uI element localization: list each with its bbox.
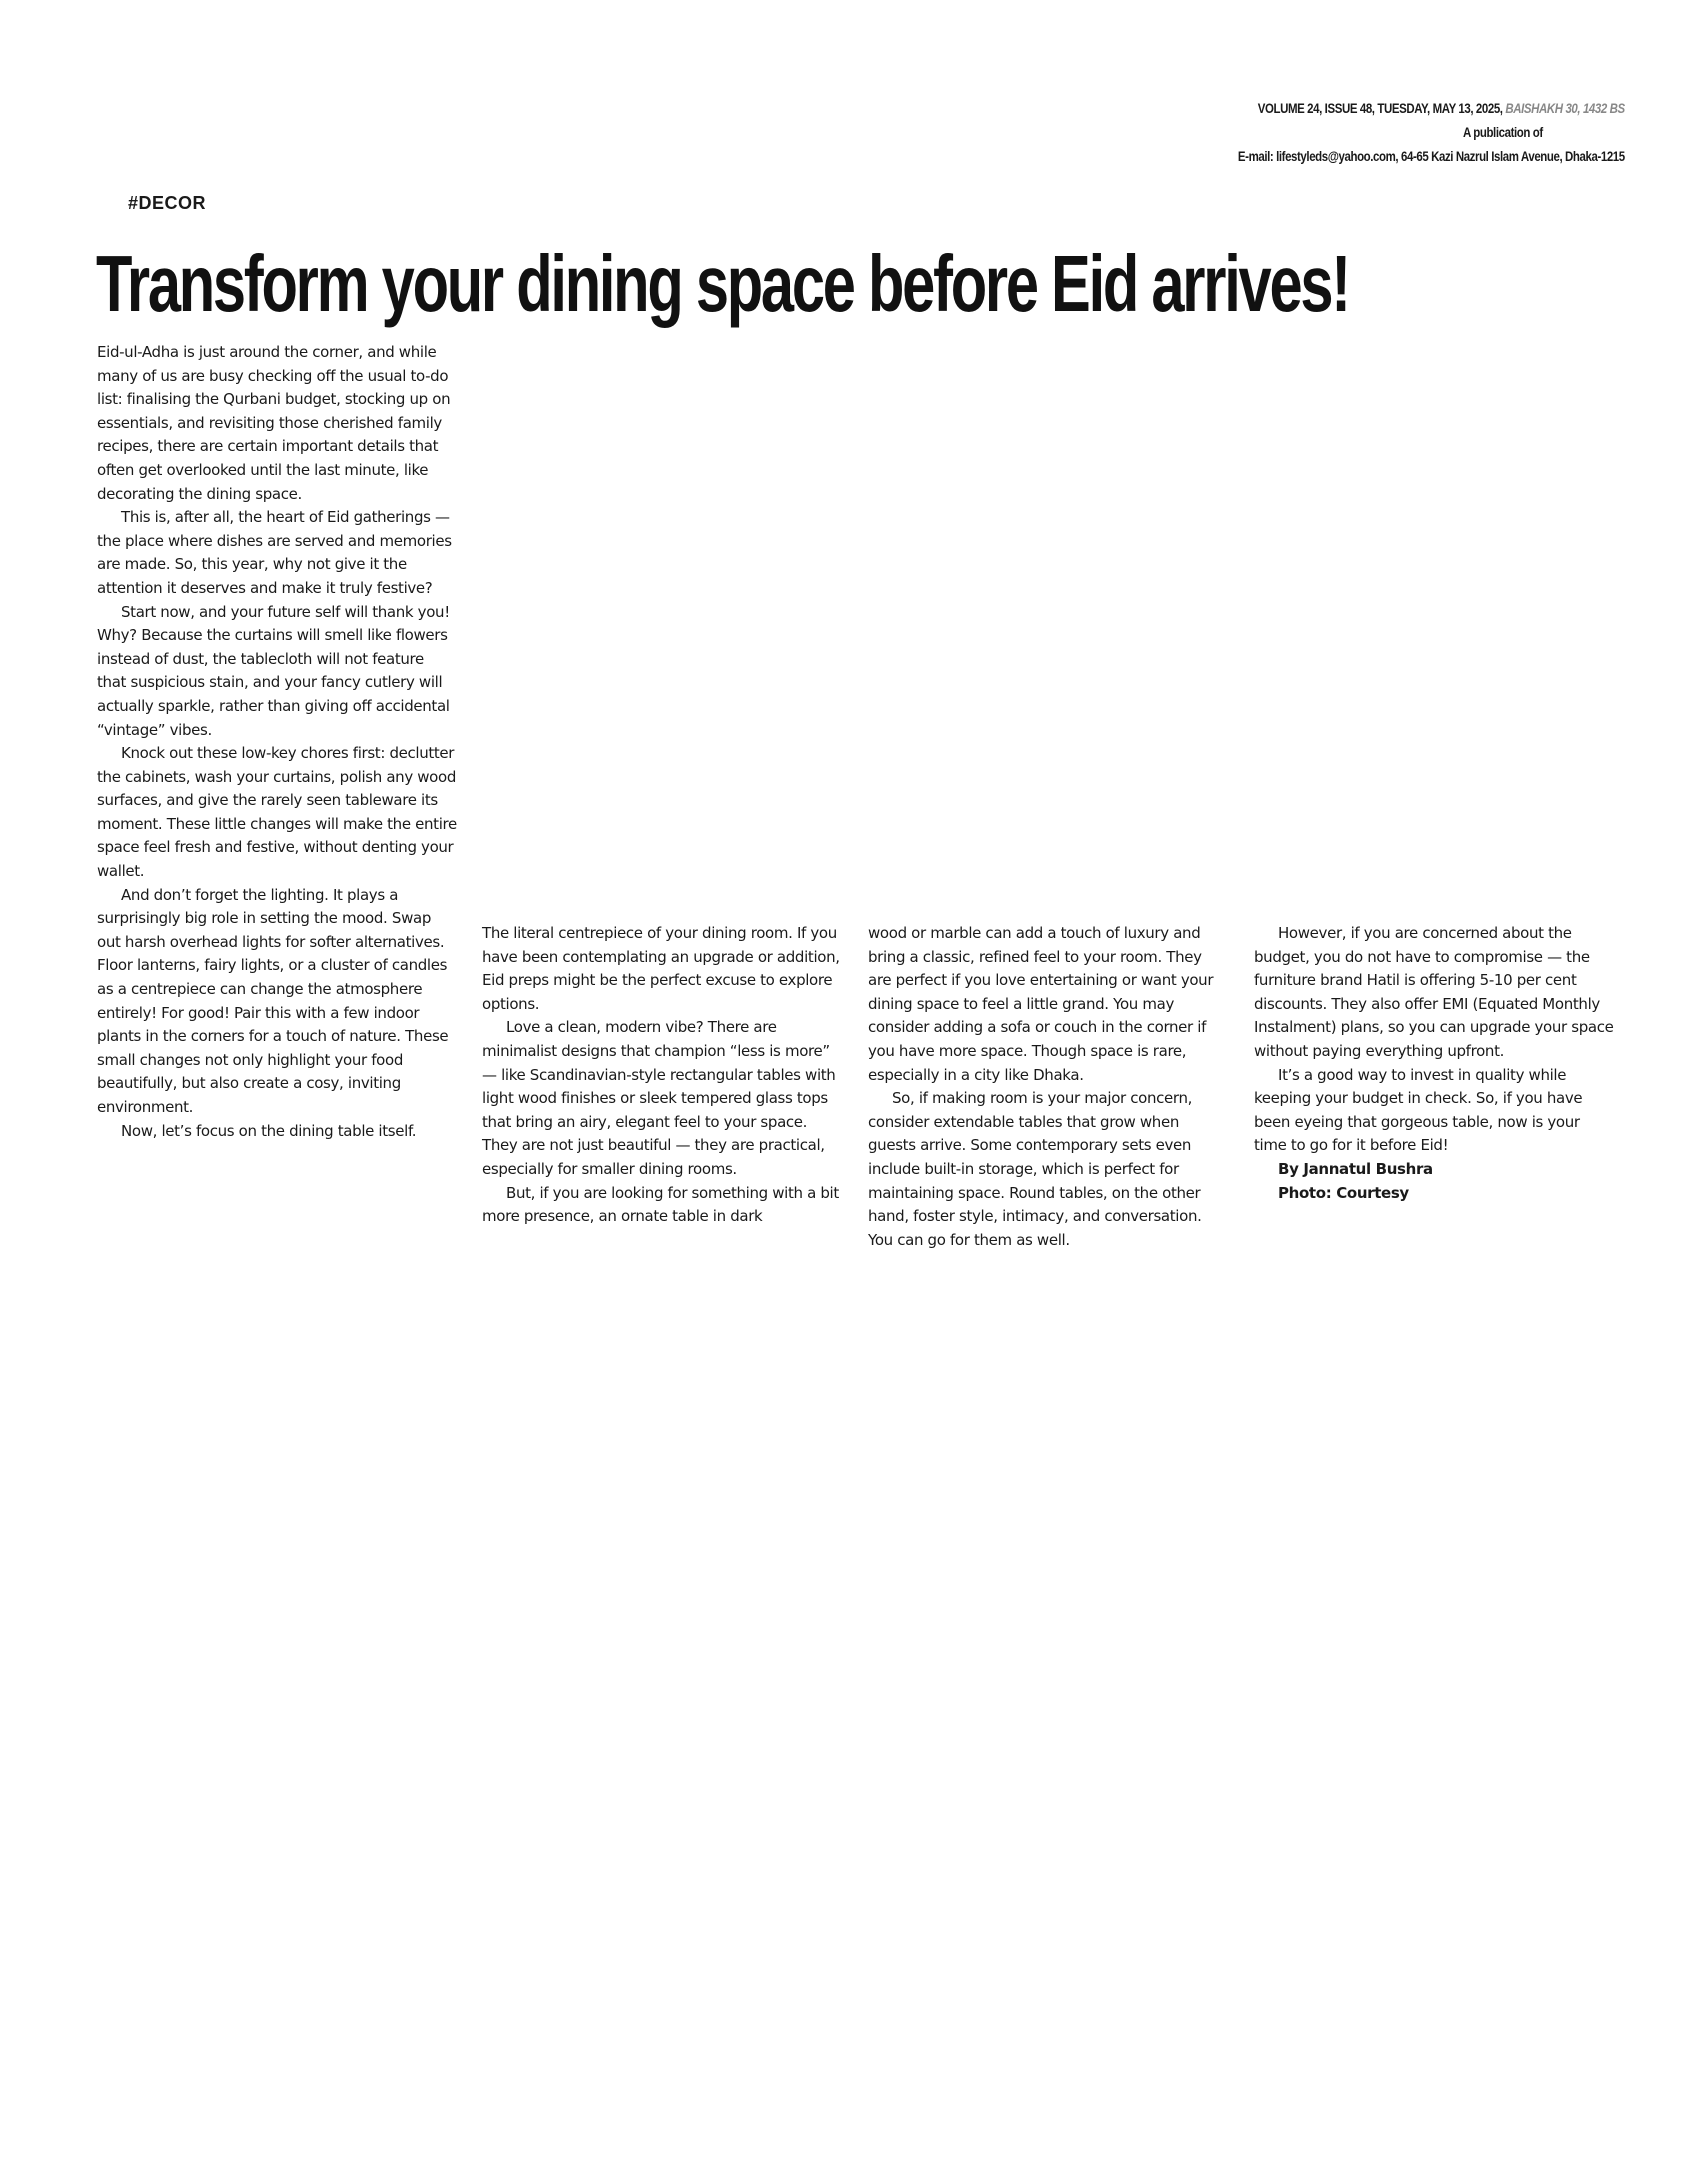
article-column-4 xyxy=(1254,922,1614,1205)
paragraph: wood or marble can add a touch of luxury and bring a classic, refined feel to your room. They are perfect if you love entertaining or want your dining space to feel a little grand. You may consider adding a sofa or couch in the corner if you have more space. Though space is rare, especially in a city like Dhaka. xyxy=(868,924,1214,1084)
paragraph: Eid-ul-Adha is just around the corner, and while many of us are busy checking off the usual to-do list: finalising the Qurbani budget, stocking up on essentials, and revisiting those cherished family recipes, there are certain important details that often get overlooked until the last minute, like decorating the dining space. xyxy=(97,343,451,503)
contact-line: E-mail: lifestyleds@yahoo.com, 64-65 Kazi Nazrul Islam Avenue, Dhaka-1215 xyxy=(1238,148,1625,164)
publication-line: A publication of xyxy=(1463,124,1543,140)
paragraph: The literal centrepiece of your dining room. If you have been contemplating an upgrade or addition, Eid preps might be the perfect excuse to explore options. xyxy=(482,924,840,1013)
photo-credit: Photo: Courtesy xyxy=(1278,1183,1409,1202)
paragraph: Start now, and your future self will thank you! Why? Because the curtains will smell like flowers instead of dust, the tablecloth will not feature that suspicious stain, and your fancy cutlery will actually sparkle, rather than giving off accidental “vintage” vibes. xyxy=(97,602,450,739)
paragraph: This is, after all, the heart of Eid gatherings — the place where dishes are served and memories are made. So, this year, why not give it the attention it deserves and make it truly festive? xyxy=(97,508,452,597)
paragraph: But, if you are looking for something with a bit more presence, an ornate table in dark xyxy=(482,1183,839,1226)
byline xyxy=(1254,1158,1614,1205)
author-credit: By Jannatul Bushra xyxy=(1278,1159,1433,1178)
article-column-3 xyxy=(868,922,1228,1252)
paragraph: So, if making room is your major concern, consider extendable tables that grow when guests arrive. Some contemporary sets even include built-in storage, which is perfect for maintaining space. Round tables, on the other hand, foster style, intimacy, and conversation. You can go for them as well. xyxy=(868,1089,1202,1249)
bengali-date: BAISHAKH 30, 1432 BS xyxy=(1505,100,1625,116)
paragraph: However, if you are concerned about the budget, you do not have to compromise — the furniture brand Hatil is offering 5-10 per cent discounts. They also offer EMI (Equated Monthly Instalment) plans, so you can upgrade your space without paying everything upfront. xyxy=(1254,924,1614,1060)
section-tag: #DECOR xyxy=(128,193,207,213)
article-column-2 xyxy=(482,922,842,1229)
headline: Transform your dining space before Eid arrives! xyxy=(96,239,1349,328)
paragraph: And don’t forget the lighting. It plays a surprisingly big role in setting the mood. Swap out harsh overhead lights for softer alternatives. Floor lanterns, fairy lights, or a cluster of candles as a centrepiece can change the atmosphere entirely! For good! Pair this with a few indoor plants in the corners for a touch of nature. These small changes not only highlight your food beautifully, but also create a cosy, inviting environment. xyxy=(97,885,449,1116)
paragraph: Knock out these low-key chores first: declutter the cabinets, wash your curtains, polish any wood surfaces, and give the rarely seen tableware its moment. These little changes will make the entire space feel fresh and festive, without denting your wallet. xyxy=(97,744,457,881)
paragraph: Now, let’s focus on the dining table itself. xyxy=(121,1121,417,1140)
masthead xyxy=(1238,96,1625,168)
paragraph: Love a clean, modern vibe? There are minimalist designs that champion “less is more” — like Scandinavian-style rectangular tables with light wood finishes or sleek tempered glass tops that bring an airy, elegant feel to your space. They are not just beautiful — they are practical, especially for smaller dining rooms. xyxy=(482,1018,836,1178)
paragraph: It’s a good way to invest in quality while keeping your budget in check. So, if you have been eyeing that gorgeous table, now is your time to go for it before Eid! xyxy=(1254,1065,1583,1155)
issue-line xyxy=(1238,96,1625,120)
issue-info: VOLUME 24, ISSUE 48, TUESDAY, MAY 13, 2025, xyxy=(1257,100,1503,116)
article-column-1 xyxy=(97,341,457,1143)
